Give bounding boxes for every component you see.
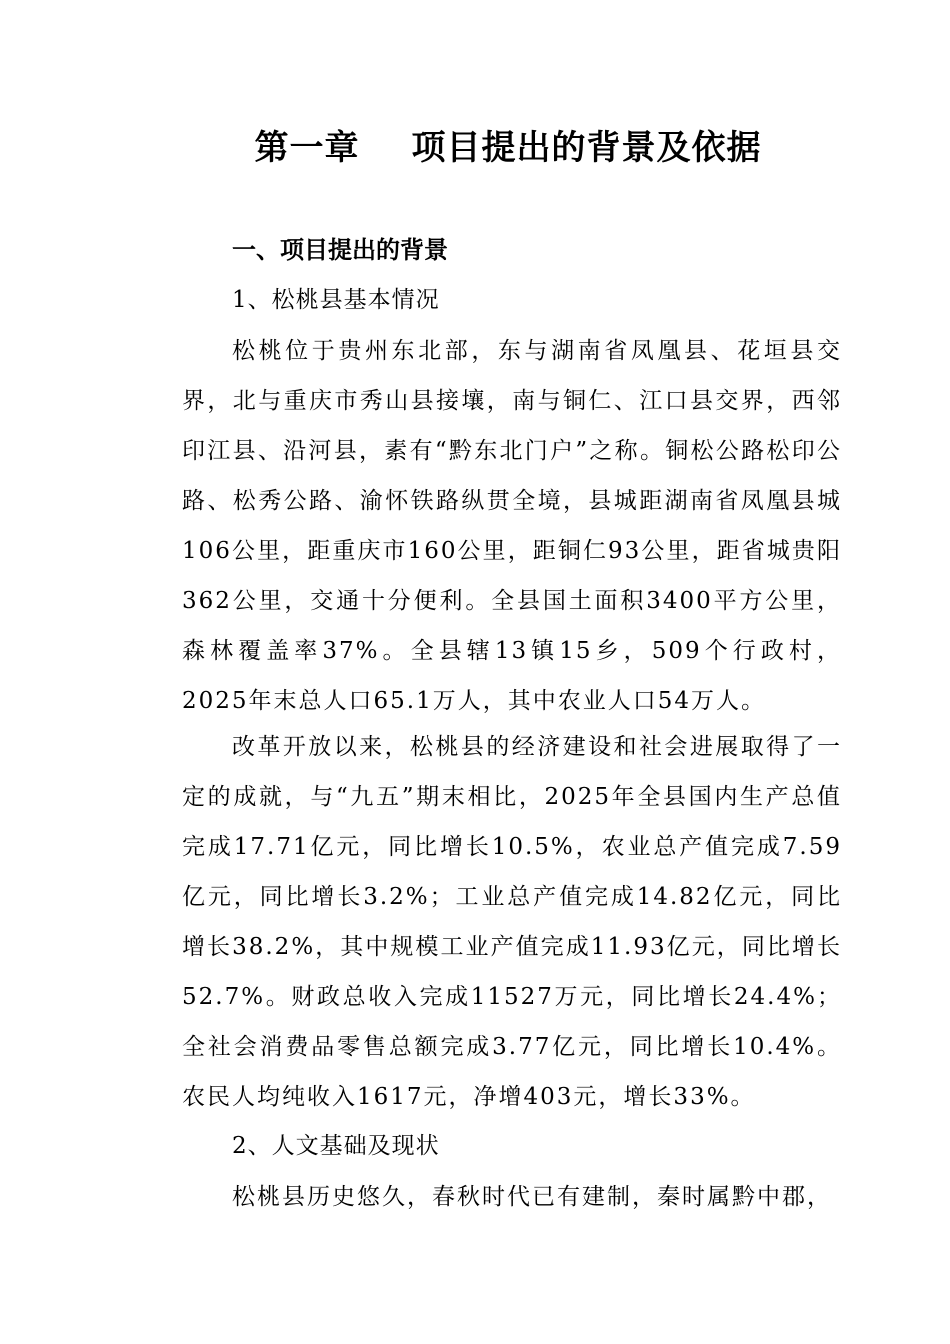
chapter-title: [0, 120, 950, 176]
paragraph-1: 松桃位于贵州东北部，东与湖南省凤凰县、花垣县交界，北与重庆市秀山县接壤，南与铜仁、江口县交界，西邻印江县、沿河县，素有“黔东北门户”之称。铜松公路松印公路、松秀公路、渝怀铁路纵贯全境，县城距湖南省凤凰县城106公里，距重庆市160公里，距铜仁93公里，距省城贵阳362公里，交通十分便利。全县国土面积3400平方公里，森林覆盖率37%。全县辖13镇15乡，509个行政村，2025年末总人口65.1万人，其中农业人口54万人。: [182, 338, 842, 714]
subsection-heading-1: 1、松桃县基本情况: [232, 287, 440, 313]
subsection-heading-2: 2、人文基础及现状: [232, 1133, 440, 1159]
chapter-number: 第一章: [254, 128, 360, 168]
paragraph-3: 松桃县历史悠久，春秋时代已有建制，秦时属黔中郡，: [232, 1184, 832, 1210]
chapter-title-text: 项目提出的背景及依据: [411, 128, 762, 168]
paragraph-2: 改革开放以来，松桃县的经济建设和社会进展取得了一定的成就，与“九五”期末相比，2025年全县国内生产总值完成17.71亿元，同比增长10.5%，农业总产值完成7.59亿元，同比增长3.2%；工业总产值完成14.82亿元，同比增长38.2%，其中规模工业产值完成11.93亿元，同比增长52.7%。财政总收入完成11527万元，同比增长24.4%；全社会消费品零售总额完成3.77亿元，同比增长10.4%。农民人均纯收入1617元，净增403元，增长33%。: [182, 734, 842, 1110]
section-heading: 一、项目提出的背景: [232, 235, 448, 264]
